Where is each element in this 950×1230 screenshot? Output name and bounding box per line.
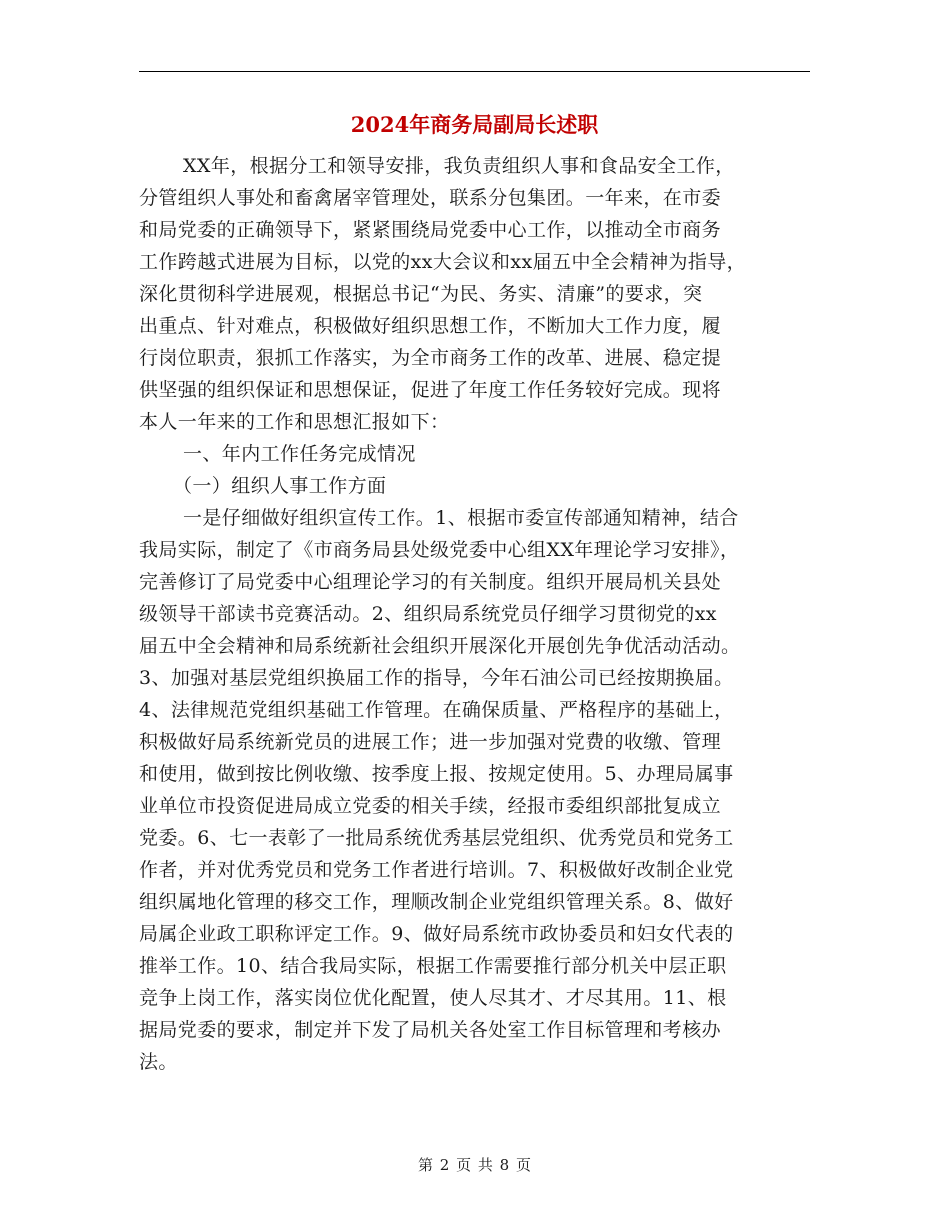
body-line: 本人一年来的工作和思想汇报如下：	[139, 411, 450, 433]
body-line: 行岗位职责，狠抓工作落实，为全市商务工作的改革、进展、稳定提	[139, 347, 722, 369]
body-line: 深化贯彻科学进展观，根据总书记“为民、务实、清廉”的要求，突	[139, 283, 703, 305]
body-line: 法。	[139, 1051, 178, 1073]
body-line: 党委。6、七一表彰了一批局系统优秀基层党组织、优秀党员和党务工	[139, 827, 734, 849]
page-number-footer: 第 2 页 共 8 页	[418, 1156, 532, 1174]
body-line: 作者，并对优秀党员和党务工作者进行培训。7、积极做好改制企业党	[139, 859, 734, 881]
body-line: 和局党委的正确领导下，紧紧围绕局党委中心工作，以推动全市商务	[139, 219, 722, 241]
body-line: 完善修订了局党委中心组理论学习的有关制度。组织开展局机关县处	[139, 571, 722, 593]
body-line: 组织属地化管理的移交工作，理顺改制企业党组织管理关系。8、做好	[139, 891, 734, 913]
body-line: 届五中全会精神和局系统新社会组织开展深化开展创先争优活动活动。	[139, 635, 741, 657]
body-line: 出重点、针对难点，积极做好组织思想工作，不断加大工作力度，履	[139, 315, 722, 337]
body-line: 工作跨越式进展为目标，以党的xx大会议和xx届五中全会精神为指导，	[139, 251, 747, 273]
body-line: 4、法律规范党组织基础工作管理。在确保质量、严格程序的基础上，	[139, 699, 734, 721]
body-line: 3、加强对基层党组织换届工作的指导，今年石油公司已经按期换届。	[139, 667, 734, 689]
body-line: 级领导干部读书竞赛活动。2、组织局系统党员仔细学习贯彻党的xx	[139, 603, 717, 625]
body-line: 一是仔细做好组织宣传工作。1、根据市委宣传部通知精神，结合	[183, 507, 739, 529]
body-line: 局属企业政工职称评定工作。9、做好局系统市政协委员和妇女代表的	[139, 923, 734, 945]
body-line: 竞争上岗工作，落实岗位优化配置，使人尽其才、才尽其用。11、根	[139, 987, 727, 1009]
header-rule	[139, 71, 810, 72]
body-line: 我局实际，制定了《市商务局县处级党委中心组XX年理论学习安排》，	[139, 539, 740, 561]
body-line: 和使用，做到按比例收缴、按季度上报、按规定使用。5、办理局属事	[139, 763, 734, 785]
body-line: 积极做好局系统新党员的进展工作；进一步加强对党费的收缴、管理	[139, 731, 722, 753]
subsection-heading: （一）组织人事工作方面	[173, 475, 387, 497]
body-line: 业单位市投资促进局成立党委的相关手续，经报市委组织部批复成立	[139, 795, 722, 817]
body-line: 供坚强的组织保证和思想保证，促进了年度工作任务较好完成。现将	[139, 379, 722, 401]
body-line: 分管组织人事处和畜禽屠宰管理处，联系分包集团。一年来，在市委	[139, 187, 722, 209]
body-line: XX年，根据分工和领导安排，我负责组织人事和食品安全工作，	[183, 155, 735, 177]
document-body	[139, 150, 829, 1078]
document-title: 2024年商务局副局长述职	[350, 112, 599, 137]
body-line: 据局党委的要求，制定并下发了局机关各处室工作目标管理和考核办	[139, 1019, 722, 1041]
section-heading: 一、年内工作任务完成情况	[183, 443, 416, 465]
body-line: 推举工作。10、结合我局实际，根据工作需要推行部分机关中层正职	[139, 955, 727, 977]
